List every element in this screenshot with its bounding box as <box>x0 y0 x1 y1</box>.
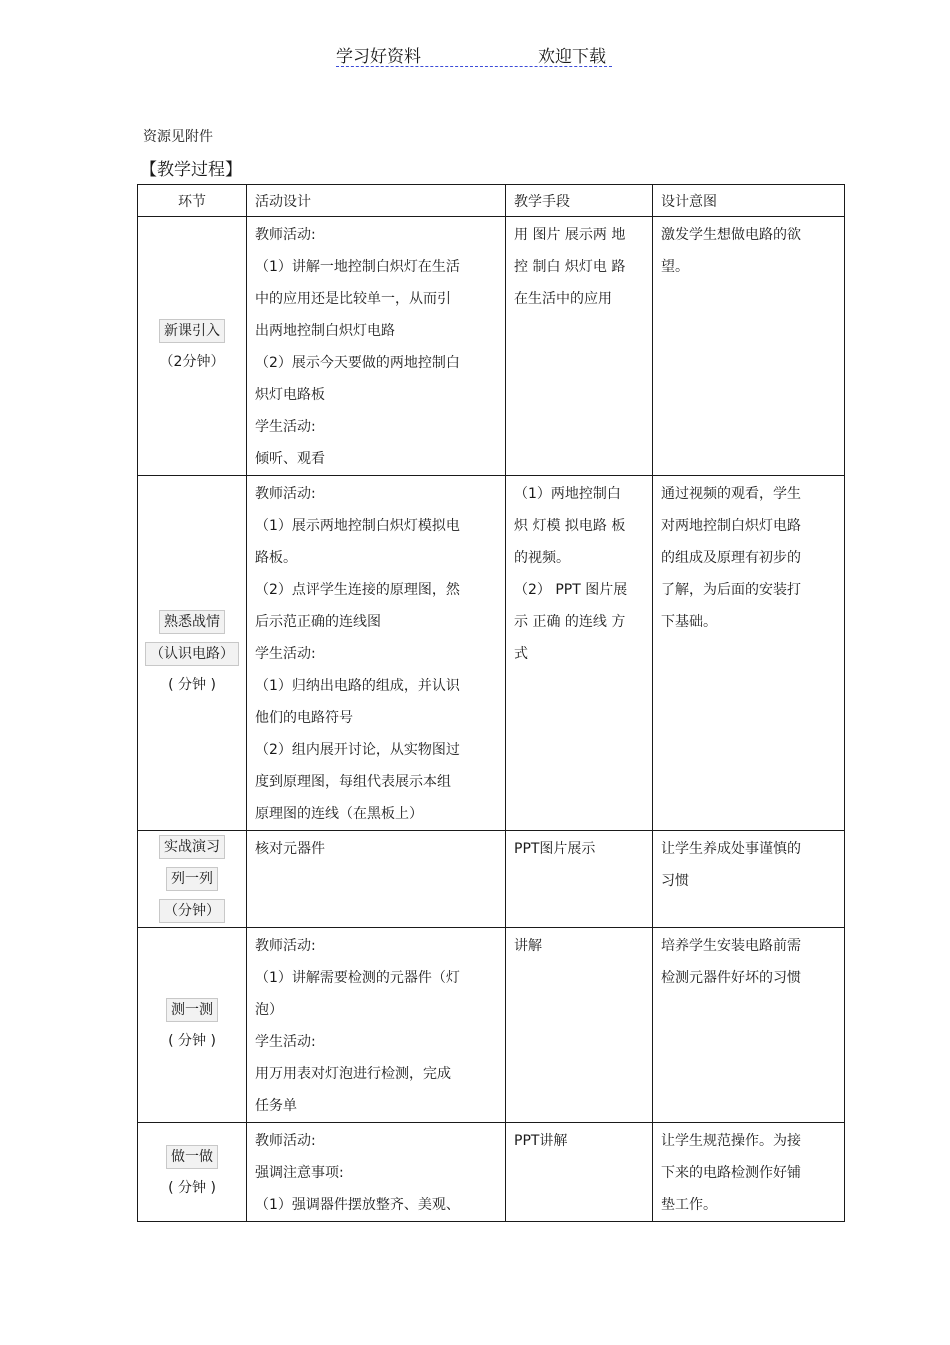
activity-line: （1）讲解需要检测的元器件（灯 <box>255 970 460 986</box>
intent-line: 检测元器件好坏的习惯 <box>661 970 801 986</box>
intent-line: 望。 <box>661 259 689 275</box>
activity-cell <box>247 831 506 928</box>
intent-cell <box>653 1123 845 1222</box>
intent-line: 下基础。 <box>661 614 717 630</box>
stage-duration: ( 分钟 ) <box>168 677 216 693</box>
means-line: 式 <box>514 646 528 662</box>
activity-line: 强调注意事项: <box>255 1165 344 1181</box>
intent-cell <box>653 928 845 1123</box>
table-row <box>138 1123 845 1222</box>
page-header <box>336 40 612 67</box>
intent-line: 让学生养成处事谨慎的 <box>661 841 801 857</box>
means-cell <box>506 476 653 831</box>
intent-line: 垫工作。 <box>661 1197 717 1213</box>
activity-cell <box>247 1123 506 1222</box>
means-line: 在生活中的应用 <box>514 291 612 307</box>
means-cell <box>506 217 653 476</box>
intent-line: 了解，为后面的安装打 <box>661 582 801 598</box>
activity-cell <box>247 476 506 831</box>
activity-line: 学生活动: <box>255 419 316 435</box>
teaching-process-table <box>137 184 845 1222</box>
column-header-stage: 环节 <box>138 185 247 217</box>
activity-line: （1）强调器件摆放整齐、美观、 <box>255 1197 460 1213</box>
means-cell <box>506 1123 653 1222</box>
intent-line: 通过视频的观看，学生 <box>661 486 801 502</box>
activity-line: 度到原理图，每组代表展示本组 <box>255 774 451 790</box>
stage-cell <box>138 217 247 476</box>
column-header-intent: 设计意图 <box>653 185 845 217</box>
activity-line: （2）点评学生连接的原理图，然 <box>255 582 460 598</box>
intent-line: 培养学生安装电路前需 <box>661 938 801 954</box>
activity-line: 原理图的连线（在黑板上） <box>255 806 423 822</box>
activity-line: 学生活动: <box>255 646 316 662</box>
means-line: PPT讲解 <box>514 1133 568 1149</box>
activity-line: 学生活动: <box>255 1034 316 1050</box>
header-left-text: 学习好资料 <box>336 47 421 67</box>
intent-line: 习惯 <box>661 873 689 889</box>
stage-label: （认识电路） <box>145 642 239 666</box>
column-header-activity: 活动设计 <box>247 185 506 217</box>
stage-cell <box>138 476 247 831</box>
header-right-text: 欢迎下载 <box>538 47 606 67</box>
means-cell <box>506 831 653 928</box>
means-cell <box>506 928 653 1123</box>
means-line: 讲解 <box>514 938 542 954</box>
stage-label: 测一测 <box>166 998 218 1022</box>
activity-line: 泡） <box>255 1002 283 1018</box>
stage-label: 实战演习 <box>159 835 225 859</box>
section-title: 【教学过程】 <box>140 160 242 180</box>
activity-line: 用万用表对灯泡进行检测，完成 <box>255 1066 451 1082</box>
activity-line: （1）讲解一地控制白炽灯在生活 <box>255 259 460 275</box>
intent-cell <box>653 831 845 928</box>
activity-line: 教师活动: <box>255 486 316 502</box>
means-line: 控 制白 炽灯电 路 <box>514 259 626 275</box>
stage-label: （分钟） <box>159 899 225 923</box>
activity-line: 核对元器件 <box>255 841 325 857</box>
stage-label: 做一做 <box>166 1145 218 1169</box>
means-line: 示 正确 的连线 方 <box>514 614 626 630</box>
table-row <box>138 476 845 831</box>
intent-line: 让学生规范操作。为接 <box>661 1133 801 1149</box>
stage-label: 熟悉战情 <box>159 610 225 634</box>
activity-line: 路板。 <box>255 550 297 566</box>
stage-cell <box>138 928 247 1123</box>
intent-line: 对两地控制白炽灯电路 <box>661 518 801 534</box>
means-line: （1）两地控制白 <box>514 486 621 502</box>
means-line: PPT图片展示 <box>514 841 596 857</box>
column-header-means: 教学手段 <box>506 185 653 217</box>
stage-label: 新课引入 <box>159 319 225 343</box>
table-row <box>138 831 845 928</box>
stage-cell <box>138 831 247 928</box>
activity-line: 后示范正确的连线图 <box>255 614 381 630</box>
activity-line: 教师活动: <box>255 938 316 954</box>
activity-cell <box>247 928 506 1123</box>
stage-cell <box>138 1123 247 1222</box>
intent-line: 的组成及原理有初步的 <box>661 550 801 566</box>
activity-cell <box>247 217 506 476</box>
activity-line: （1）展示两地控制白炽灯模拟电 <box>255 518 460 534</box>
stage-label: 列一列 <box>166 867 218 891</box>
activity-line: 倾听、观看 <box>255 451 325 467</box>
activity-line: （2）展示今天要做的两地控制白 <box>255 355 460 371</box>
table-row <box>138 217 845 476</box>
activity-line: 他们的电路符号 <box>255 710 353 726</box>
means-line: 的视频。 <box>514 550 570 566</box>
stage-duration: ( 分钟 ) <box>168 1180 216 1196</box>
activity-line: 任务单 <box>255 1098 297 1114</box>
activity-line: （1）归纳出电路的组成，并认识 <box>255 678 460 694</box>
stage-duration: （2分钟） <box>159 354 225 370</box>
activity-line: 教师活动: <box>255 227 316 243</box>
intent-cell <box>653 217 845 476</box>
stage-duration: ( 分钟 ) <box>168 1033 216 1049</box>
table-row <box>138 928 845 1123</box>
means-line: 用 图片 展示两 地 <box>514 227 626 243</box>
activity-line: 教师活动: <box>255 1133 316 1149</box>
intent-cell <box>653 476 845 831</box>
attachment-note: 资源见附件 <box>143 129 213 145</box>
intent-line: 激发学生想做电路的欲 <box>661 227 801 243</box>
activity-line: （2）组内展开讨论，从实物图过 <box>255 742 460 758</box>
activity-line: 出两地控制白炽灯电路 <box>255 323 395 339</box>
activity-line: 中的应用还是比较单一，从而引 <box>255 291 451 307</box>
means-line: 炽 灯模 拟电路 板 <box>514 518 626 534</box>
table-header-row <box>138 185 845 217</box>
means-line: （2） PPT 图片展 <box>514 582 628 598</box>
intent-line: 下来的电路检测作好铺 <box>661 1165 801 1181</box>
activity-line: 炽灯电路板 <box>255 387 325 403</box>
